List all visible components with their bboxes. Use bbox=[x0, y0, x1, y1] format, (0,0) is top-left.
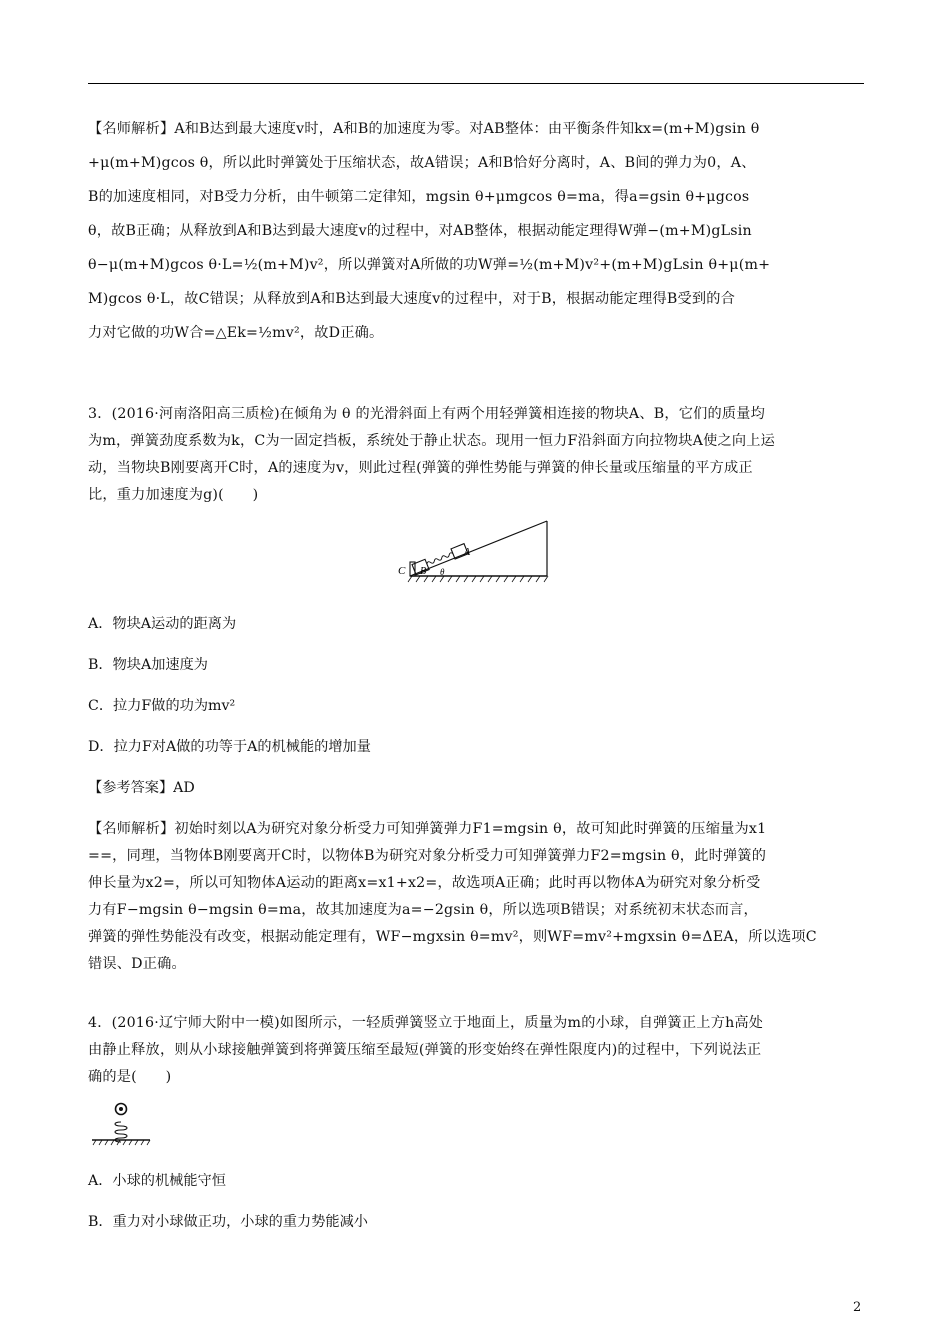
analysis-line: 伸长量为x2=，所以可知物体A运动的距离x=x1+x2=，故选项A正确；此时再以物体A为研究对象分析受 bbox=[88, 875, 761, 891]
analysis-line: 力对它做的功W合=△Ek=½mv²，故D正确。 bbox=[88, 325, 384, 341]
q4-option-a: A．小球的机械能守恒 bbox=[88, 1173, 226, 1189]
analysis-line: M)gcos θ·L，故C错误；从释放到A和B达到最大速度v的过程中，对于B，根据动能定理得B受到的合 bbox=[88, 291, 736, 307]
question-line: 由静止释放，则从小球接触弹簧到将弹簧压缩至最短(弹簧的形变始终在弹性限度内)的过程中，下列说法正 bbox=[88, 1042, 762, 1058]
question-line: 为m，弹簧劲度系数为k，C为一固定挡板，系统处于静止状态。现用一恒力F沿斜面方向拉物块A使之向上运 bbox=[88, 433, 776, 449]
q3-option-c: C．拉力F做的功为mv² bbox=[88, 698, 236, 714]
question-line: 确的是( ) bbox=[88, 1069, 172, 1085]
analysis-line: 弹簧的弹性势能没有改变，根据动能定理有，WF−mgxsin θ=mv²，则WF=mv²+mgxsin θ=ΔEA，所以选项C bbox=[88, 929, 817, 945]
analysis-line: θ，故B正确；从释放到A和B达到最大速度v的过程中，对AB整体，根据动能定理得W弹−(m+M)gLsin bbox=[88, 223, 752, 239]
q3-answer: 【参考答案】AD bbox=[88, 780, 195, 796]
vertical-spring bbox=[115, 1122, 127, 1142]
label-b: B bbox=[420, 566, 427, 577]
q3-option-a: A．物块A运动的距离为 bbox=[88, 616, 237, 632]
question-3-stem bbox=[88, 401, 868, 509]
page-number: 2 bbox=[853, 1300, 862, 1315]
question-4-stem bbox=[88, 1010, 868, 1091]
analysis-block-q3 bbox=[88, 816, 868, 978]
analysis-line: 【名师解析】初始时刻以A为研究对象分析受力可知弹簧弹力F1=mgsin θ，故可知此时弹簧的压缩量为x1 bbox=[88, 821, 767, 837]
analysis-line: ==，同理，当物体B刚要离开C时，以物体B为研究对象分析受力可知弹簧弹力F2=mgsin θ，此时弹簧的 bbox=[88, 848, 767, 864]
analysis-line: θ−μ(m+M)gcos θ·L=½(m+M)v²，所以弹簧对A所做的功W弹=½(m+M)v²+(m+M)gLsin θ+μ(m+ bbox=[88, 257, 771, 273]
analysis-line: +μ(m+M)gcos θ，所以此时弹簧处于压缩状态，故A错误；A和B恰好分离时，A、B间的弹力为0，A、 bbox=[88, 155, 756, 171]
question-line: 3．(2016·河南洛阳高三质检)在倾角为 θ 的光滑斜面上有两个用轻弹簧相连接的物块A、B，它们的质量均 bbox=[88, 406, 766, 422]
q3-option-b: B．物块A加速度为 bbox=[88, 657, 208, 673]
analysis-line: B的加速度相同，对B受力分析，由牛顿第二定律知，mgsin θ+μmgcos θ=ma，得a=gsin θ+μgcos bbox=[88, 189, 750, 205]
q3-option-d: D．拉力F对A做的功等于A的机械能的增加量 bbox=[88, 739, 371, 755]
label-c: C bbox=[398, 565, 406, 577]
spring-ball-figure bbox=[88, 1100, 158, 1148]
question-line: 比，重力加速度为g)( ) bbox=[88, 487, 259, 503]
label-a: A bbox=[464, 547, 471, 558]
question-line: 4．(2016·辽宁师大附中一模)如图所示，一轻质弹簧竖立于地面上，质量为m的小球，自弹簧正上方h高处 bbox=[88, 1015, 764, 1031]
question-line: 动，当物块B刚要离开C时，A的速度为v，则此过程(弹簧的弹性势能与弹簧的伸长量或压缩量的平方成正 bbox=[88, 460, 753, 476]
incline-figure bbox=[392, 518, 552, 586]
analysis-line: 错误、D正确。 bbox=[88, 956, 186, 972]
analysis-line: 力有F−mgsin θ−mgsin θ=ma，故其加速度为a=−2gsin θ，所以选项B错误；对系统初末状态而言， bbox=[88, 902, 758, 918]
header-rule bbox=[88, 83, 864, 84]
q4-option-b: B．重力对小球做正功，小球的重力势能减小 bbox=[88, 1214, 368, 1230]
analysis-block-q2 bbox=[88, 112, 868, 350]
analysis-line: 【名师解析】A和B达到最大速度v时，A和B的加速度为零。对AB整体：由平衡条件知kx=(m+M)gsin θ bbox=[88, 121, 760, 137]
label-theta: θ bbox=[440, 567, 445, 577]
